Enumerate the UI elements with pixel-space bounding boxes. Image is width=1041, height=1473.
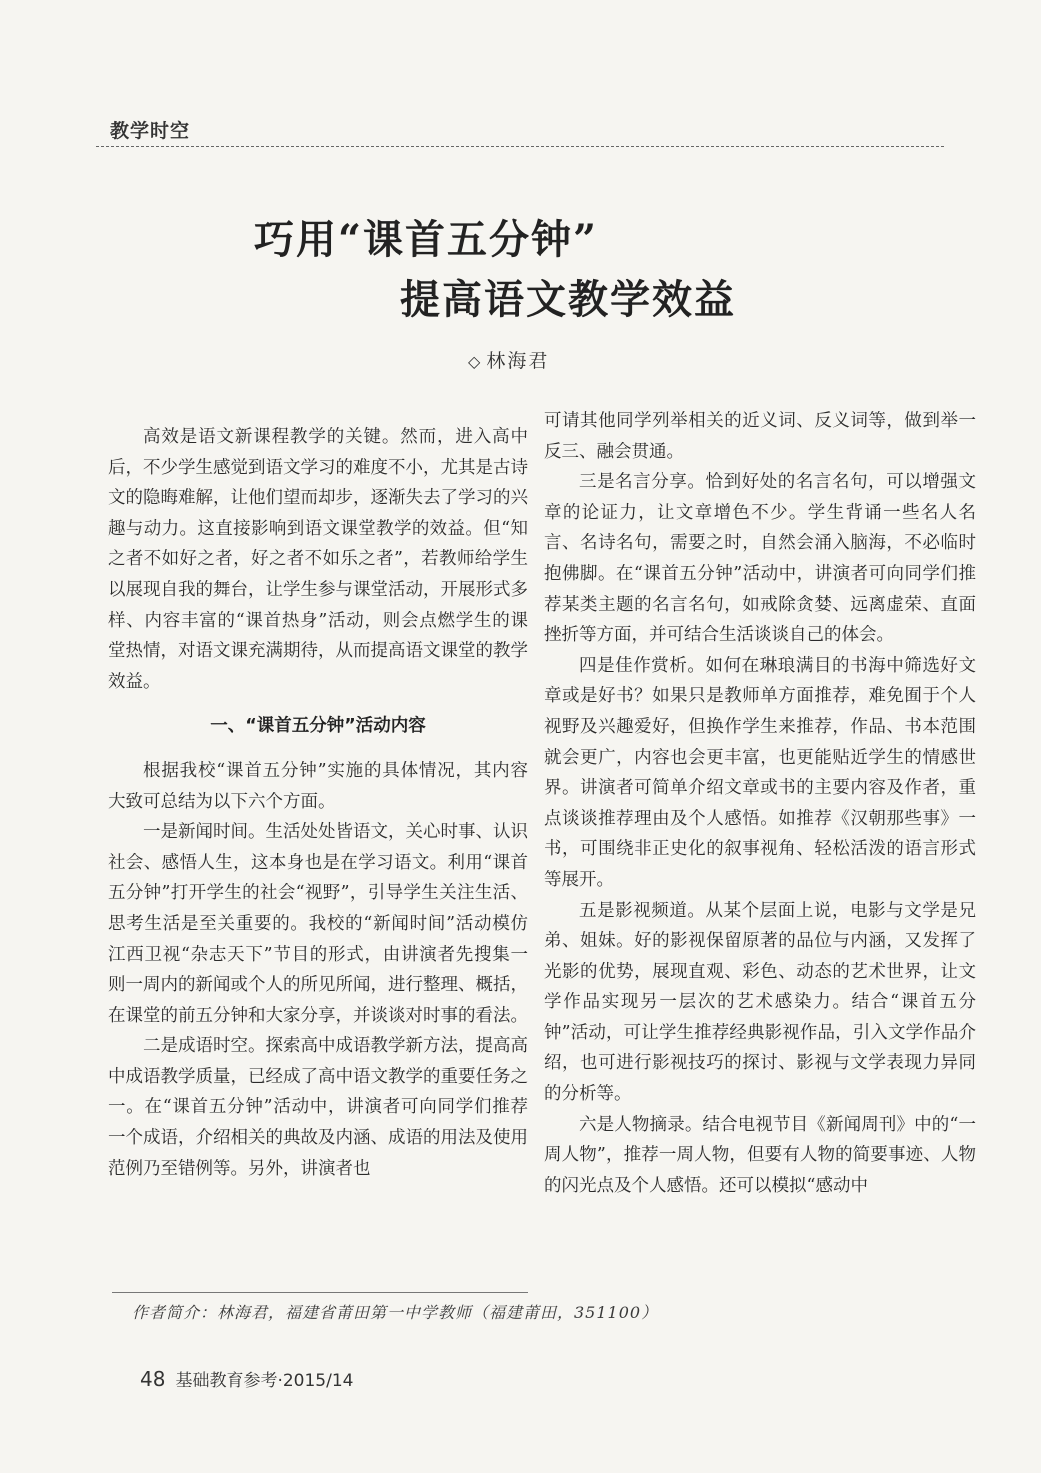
paragraph: 二是成语时空。探索高中成语教学新方法，提高高中成语教学质量，已经成了高中语文教学的重要任务之一。在“课首五分钟”活动中，讲演者可向同学们推荐一个成语，介绍相关的典故及内涵、成语的用法及使用范例乃至错例等。另外，讲演者也 [108,1036,528,1179]
paragraph: 四是佳作赏析。如何在琳琅满目的书海中筛选好文章或是好书？如果只是教师单方面推荐，难免囿于个人视野及兴趣爱好，但换作学生来推荐，作品、书本范围就会更广，内容也会更丰富，也更能贴近学生的情感世界。讲演者可简单介绍文章或书的主要内容及作者，重点谈谈推荐理由及个人感悟。如推荐《汉朝那些事》一书，可围绕非正史化的叙事视角、轻松活泼的语言形式等展开。 [544,655,976,890]
section-label: 教学时空 [110,120,191,142]
journal-info: 基础教育参考·2015/14 [175,1371,354,1391]
left-column [108,422,528,1184]
footnote-rule [112,1292,528,1293]
page-number: 48 [140,1367,166,1391]
title-line-1: 巧用“课首五分钟” [254,216,599,263]
page-footer [140,1366,353,1391]
author-note: 作者简介：林海君，福建省莆田第一中学教师（福建莆田，351100） [132,1303,659,1322]
paragraph: 三是名言分享。恰到好处的名言名句，可以增强文章的论证力，让文章增色不少。学生背诵一些名人名言、名诗名句，需要之时，自然会涌入脑海，不必临时抱佛脚。在“课首五分钟”活动中，讲演者可向同学们推荐某类主题的名言名句，如戒除贪婪、远离虚荣、直面挫折等方面，并可结合生活谈谈自己的体会。 [544,472,976,646]
byline [468,346,549,373]
section-heading: 一、“课首五分钟”活动内容 [210,716,426,737]
paragraph: 一是新闻时间。生活处处皆语文，关心时事、认识社会、感悟人生，这本身也是在学习语文。利用“课首五分钟”打开学生的社会“视野”，引导学生关注生活、思考生活是至关重要的。我校的“新闻时间”活动模仿江西卫视“杂志天下”节目的形式，由讲演者先搜集一则一周内的新闻或个人的所见所闻，进行整理、概括，在课堂的前五分钟和大家分享，并谈谈对时事的看法。 [108,822,528,1026]
header-rule [96,146,944,147]
author-name: 林海君 [486,350,550,372]
paragraph: 高效是语文新课程教学的关键。然而，进入高中后，不少学生感觉到语文学习的难度不小，尤其是古诗文的隐晦难解，让他们望而却步，逐渐失去了学习的兴趣与动力。这直接影响到语文课堂教学的效益。但“知之者不如好之者，好之者不如乐之者”，若教师给学生以展现自我的舞台，让学生参与课堂活动，开展形式多样、内容丰富的“课首热身”活动，则会点燃学生的课堂热情，对语文课充满期待，从而提高语文课堂的教学效益。 [108,427,528,692]
paragraph: 根据我校“课首五分钟”实施的具体情况，其内容大致可总结为以下六个方面。 [108,760,528,812]
diamond-icon: ◇ [468,352,483,371]
right-column [544,406,976,1201]
paragraph: 六是人物摘录。结合电视节目《新闻周刊》中的“一周人物”，推荐一周人物，但要有人物的简要事迹、人物的闪光点及个人感悟。还可以模拟“感动中 [544,1114,976,1196]
paragraph: 五是影视频道。从某个层面上说，电影与文学是兄弟、姐妹。好的影视保留原著的品位与内涵，又发挥了光影的优势，展现直观、彩色、动态的艺术世界，让文学作品实现另一层次的艺术感染力。结合“课首五分钟”活动，可让学生推荐经典影视作品，引入文学作品介绍，也可进行影视技巧的探讨、影视与文学表现力异同的分析等。 [544,900,976,1105]
paragraph: 可请其他同学列举相关的近义词、反义词等，做到举一反三、融会贯通。 [544,411,976,462]
title-line-2: 提高语文教学效益 [400,276,736,323]
